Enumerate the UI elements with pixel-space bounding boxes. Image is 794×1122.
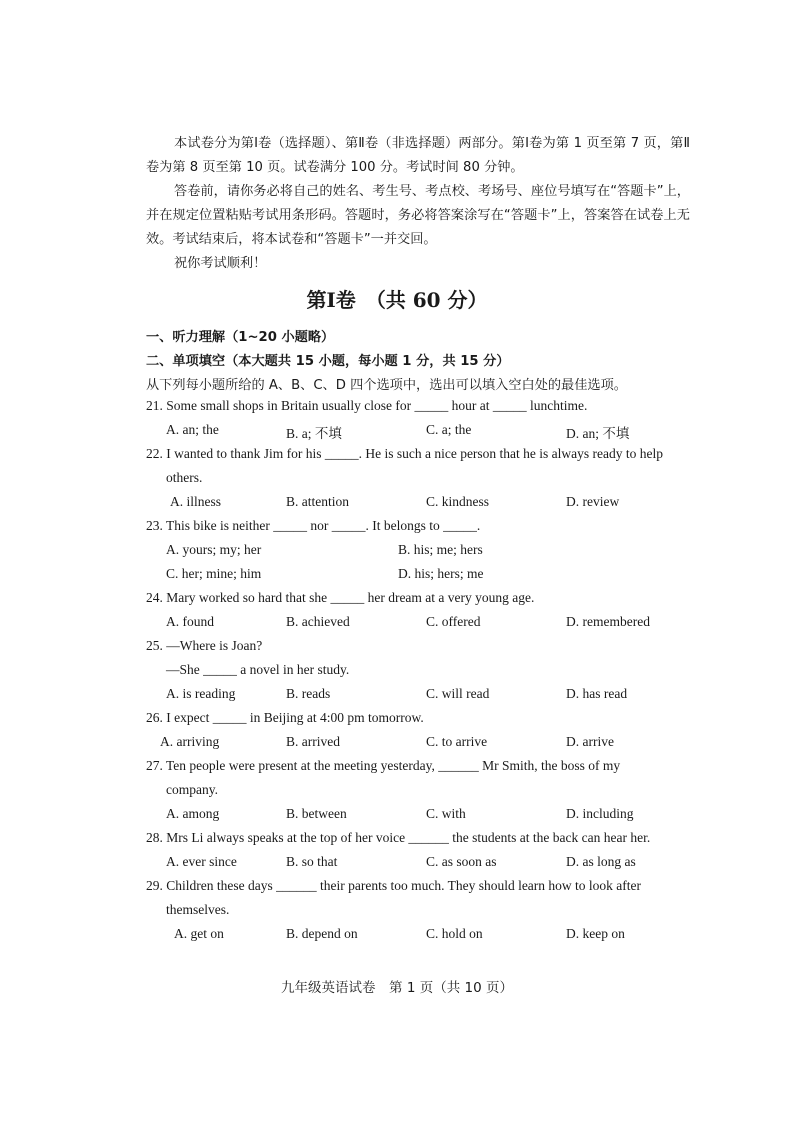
q25-option-b: B. reads (286, 686, 331, 701)
q27-option-d: D. including (566, 806, 634, 821)
q21-option-c: C. a; the (426, 422, 472, 437)
question-29-continued: themselves. (166, 902, 230, 917)
question-22: 22. I wanted to thank Jim for his _____. He is such a nice person that he is always ready to help (146, 446, 664, 461)
q25-option-d: D. has read (566, 686, 628, 701)
q23-option-d: D. his; hers; me (398, 566, 484, 581)
q21-option-a: A. an; the (166, 422, 219, 437)
q27-option-a: A. among (166, 806, 220, 821)
q24-option-a: A. found (166, 614, 214, 629)
q22-option-c: C. kindness (426, 494, 490, 509)
q28-option-a: A. ever since (166, 854, 237, 869)
section-listening: 一、听力理解（1~20 小题略） (146, 330, 335, 345)
q29-option-c: C. hold on (426, 926, 483, 941)
q25-option-a: A. is reading (166, 686, 236, 701)
q29-option-d: D. keep on (566, 926, 625, 941)
question-25-reply: —She _____ a novel in her study. (166, 662, 350, 677)
q27-option-b: B. between (286, 806, 347, 821)
q23-option-c: C. her; mine; him (166, 566, 262, 581)
instructions-paragraph-1: 本试卷分为第Ⅰ卷（选择题）、第Ⅱ卷（非选择题）两部分。第Ⅰ卷为第 1 页至第 7 页，第Ⅱ卷为第 8 页至第 10 页。试卷满分 100 分。考试时间 80 分钟。 (146, 136, 690, 175)
q28-option-c: C. as soon as (426, 854, 497, 869)
page-footer: 九年级英语试卷 第 1 页（共 10 页） (281, 980, 513, 996)
question-27-continued: company. (166, 782, 218, 797)
q26-option-b: B. arrived (286, 734, 340, 749)
question-29: 29. Children these days ______ their parents too much. They should learn how to look after (146, 878, 642, 893)
q23-option-a: A. yours; my; her (166, 542, 262, 557)
question-25: 25. —Where is Joan? (146, 638, 263, 653)
q21-option-b: B. a; 不填 (286, 426, 342, 441)
question-27: 27. Ten people were present at the meeting yesterday, ______ Mr Smith, the boss of my (146, 758, 621, 773)
q22-option-b: B. attention (286, 494, 349, 509)
q28-option-d: D. as long as (566, 854, 636, 869)
q26-option-d: D. arrive (566, 734, 614, 749)
q28-option-b: B. so that (286, 854, 338, 869)
q22-option-a: A. illness (170, 494, 222, 509)
section-instruction: 从下列每小题所给的 A、B、C、D 四个选项中，选出可以填入空白处的最佳选项。 (146, 378, 627, 393)
q21-option-d: D. an; 不填 (566, 426, 630, 441)
instructions-paragraph-3: 祝你考试顺利！ (174, 256, 267, 271)
q29-option-b: B. depend on (286, 926, 358, 941)
q24-option-d: D. remembered (566, 614, 650, 629)
question-24: 24. Mary worked so hard that she _____ her dream at a very young age. (146, 590, 535, 605)
part-title: 第Ⅰ卷 （共 60 分） (306, 288, 488, 312)
exam-instructions (146, 132, 690, 276)
q26-option-a: A. arriving (160, 734, 220, 749)
q22-option-d: D. review (566, 494, 620, 509)
question-23: 23. This bike is neither _____ nor _____. It belongs to _____. (146, 518, 481, 533)
q25-option-c: C. will read (426, 686, 490, 701)
question-22-continued: others. (166, 470, 203, 485)
q24-option-b: B. achieved (286, 614, 350, 629)
q27-option-c: C. with (426, 806, 466, 821)
question-26: 26. I expect _____ in Beijing at 4:00 pm tomorrow. (146, 710, 424, 725)
question-28: 28. Mrs Li always speaks at the top of her voice ______ the students at the back can hear her. (146, 830, 651, 845)
q23-option-b: B. his; me; hers (398, 542, 483, 557)
q26-option-c: C. to arrive (426, 734, 488, 749)
q24-option-c: C. offered (426, 614, 481, 629)
q29-option-a: A. get on (174, 926, 224, 941)
instructions-paragraph-2: 答卷前，请你务必将自己的姓名、考生号、考点校、考场号、座位号填写在“答题卡”上，并在规定位置粘贴考试用条形码。答题时，务必将答案涂写在“答题卡”上，答案答在试卷上无效。考试结束后，将本试卷和“答题卡”一并交回。 (146, 184, 690, 247)
question-21: 21. Some small shops in Britain usually close for _____ hour at _____ lunchtime. (146, 398, 588, 413)
section-single-choice: 二、单项填空（本大题共 15 小题，每小题 1 分，共 15 分） (146, 354, 510, 369)
